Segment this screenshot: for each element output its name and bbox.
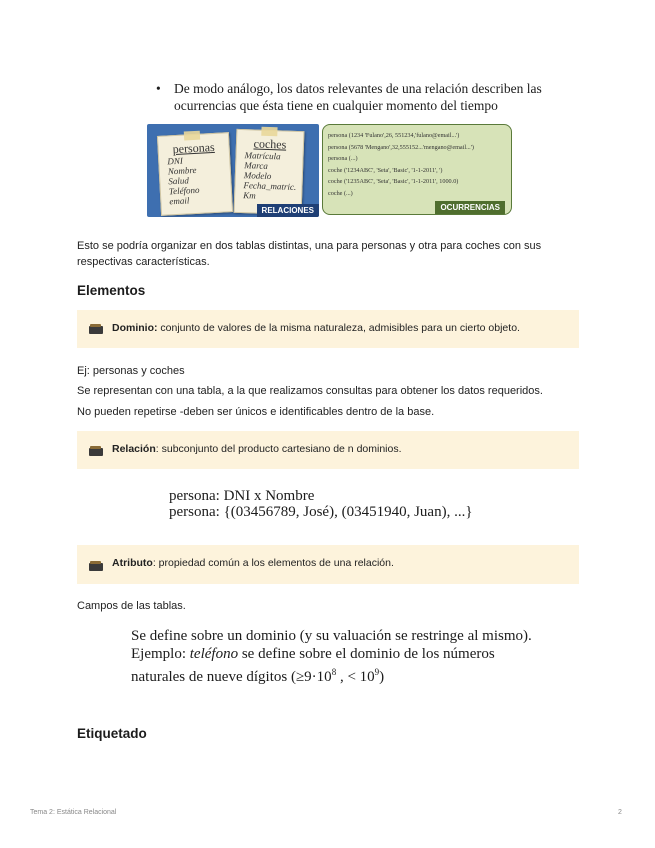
occurrence-line: persona (1234 'Fulano',26, 551234,'fulano@email...') — [328, 132, 460, 139]
relaciones-figure — [147, 124, 319, 217]
occurrence-line: persona (...) — [328, 155, 358, 162]
formula-line-1: persona: DNI x Nombre — [169, 488, 315, 504]
text-fragment: , < 10 — [336, 669, 375, 685]
section-title-elementos: Elementos — [77, 283, 146, 298]
campos-line-3 — [131, 663, 532, 686]
field-item: Matrícula — [244, 150, 281, 162]
field-item: Salud — [168, 175, 190, 187]
footer-title: Tema 2: Estática Relacional — [30, 809, 117, 816]
repetir-line: No pueden repetirse -deben ser únicos e identificables dentro de la base. — [77, 406, 435, 418]
formula-line-2: persona: {(03456789, José), (03451940, Juan), ...} — [169, 504, 473, 520]
campos-line: Campos de las tablas. — [77, 600, 186, 612]
superscript: 9 — [374, 667, 380, 677]
field-item: email — [169, 195, 190, 207]
term-relacion: Relación — [112, 443, 156, 455]
definition-atributo: : propiedad común a los elementos de una relación. — [152, 557, 394, 569]
campos-line-1: Se define sobre un dominio (y su valuación se restringe al mismo). — [131, 628, 532, 644]
note-dominio — [77, 310, 579, 348]
ocurrencias-figure — [322, 124, 512, 215]
note-atributo — [77, 545, 579, 584]
field-item: Km — [243, 190, 256, 201]
field-item: Fecha_matric. — [243, 180, 297, 192]
text-fragment: ) — [379, 669, 385, 685]
occurrence-lines — [328, 130, 474, 199]
superscript: 8 — [331, 667, 337, 677]
field-item: Teléfono — [168, 184, 200, 197]
paragraph-tablas: Esto se podría organizar en dos tablas distintas, una para personas y otra para coches con sus respectivas características. — [77, 240, 542, 268]
example-line: Ej: personas y coches — [77, 365, 185, 377]
field-item: Modelo — [243, 170, 272, 182]
term-dominio: Dominio: — [112, 322, 158, 334]
definition-dominio: conjunto de valores de la misma naturaleza, admisibles para un cierto objeto. — [157, 322, 520, 334]
field-item: DNI — [167, 155, 184, 167]
text-fragment: Ejemplo: — [131, 646, 190, 662]
text-emphasis: teléfono — [189, 646, 239, 662]
coches-title: coches — [253, 136, 287, 152]
section-title-etiquetado: Etiquetado — [77, 726, 147, 741]
coches-note — [234, 129, 305, 215]
note-relacion — [77, 431, 579, 469]
bullet-marker: • — [156, 81, 161, 96]
occurrence-line: persona (5678 'Mengano',32,555152...'mengano@email...') — [328, 143, 474, 151]
field-item: Nombre — [167, 164, 197, 177]
campos-definition — [131, 627, 532, 686]
campos-line-2 — [131, 645, 532, 663]
personas-title: personas — [172, 139, 215, 157]
field-item: Marca — [244, 160, 269, 171]
occurrence-line: coche ('1235ABC', 'Seta', 'Basic', '1-1-2011', 1000.0) — [328, 178, 459, 185]
relation-formula — [169, 488, 473, 520]
folder-icon — [89, 446, 103, 456]
definition-relacion: : subconjunto del producto cartesiano de n dominios. — [155, 443, 402, 455]
relaciones-label: RELACIONES — [257, 204, 319, 217]
occurrence-line: coche ('1234ABC', 'Seta', 'Basic', '1-1-2011', ') — [328, 166, 443, 174]
text-fragment: se define sobre el dominio de los números — [238, 646, 495, 662]
personas-fields — [167, 155, 200, 207]
folder-icon — [89, 561, 103, 571]
coches-fields — [243, 150, 297, 202]
folder-icon — [89, 324, 103, 334]
tabla-line: Se representan con una tabla, a la que realizamos consultas para obtener los datos requeridos. — [77, 385, 543, 397]
page-number: 2 — [618, 809, 622, 816]
occurrence-line: coche (...) — [328, 189, 353, 197]
bullet-text: De modo análogo, los datos relevantes de una relación describen las ocurrencias que ésta tiene en cualquier momento del tiempo — [174, 81, 542, 113]
text-fragment: naturales de nueve dígitos (≥9·10 — [131, 669, 332, 685]
term-atributo: Atributo — [112, 557, 153, 569]
personas-note — [157, 132, 233, 216]
ocurrencias-label: OCURRENCIAS — [435, 201, 505, 214]
